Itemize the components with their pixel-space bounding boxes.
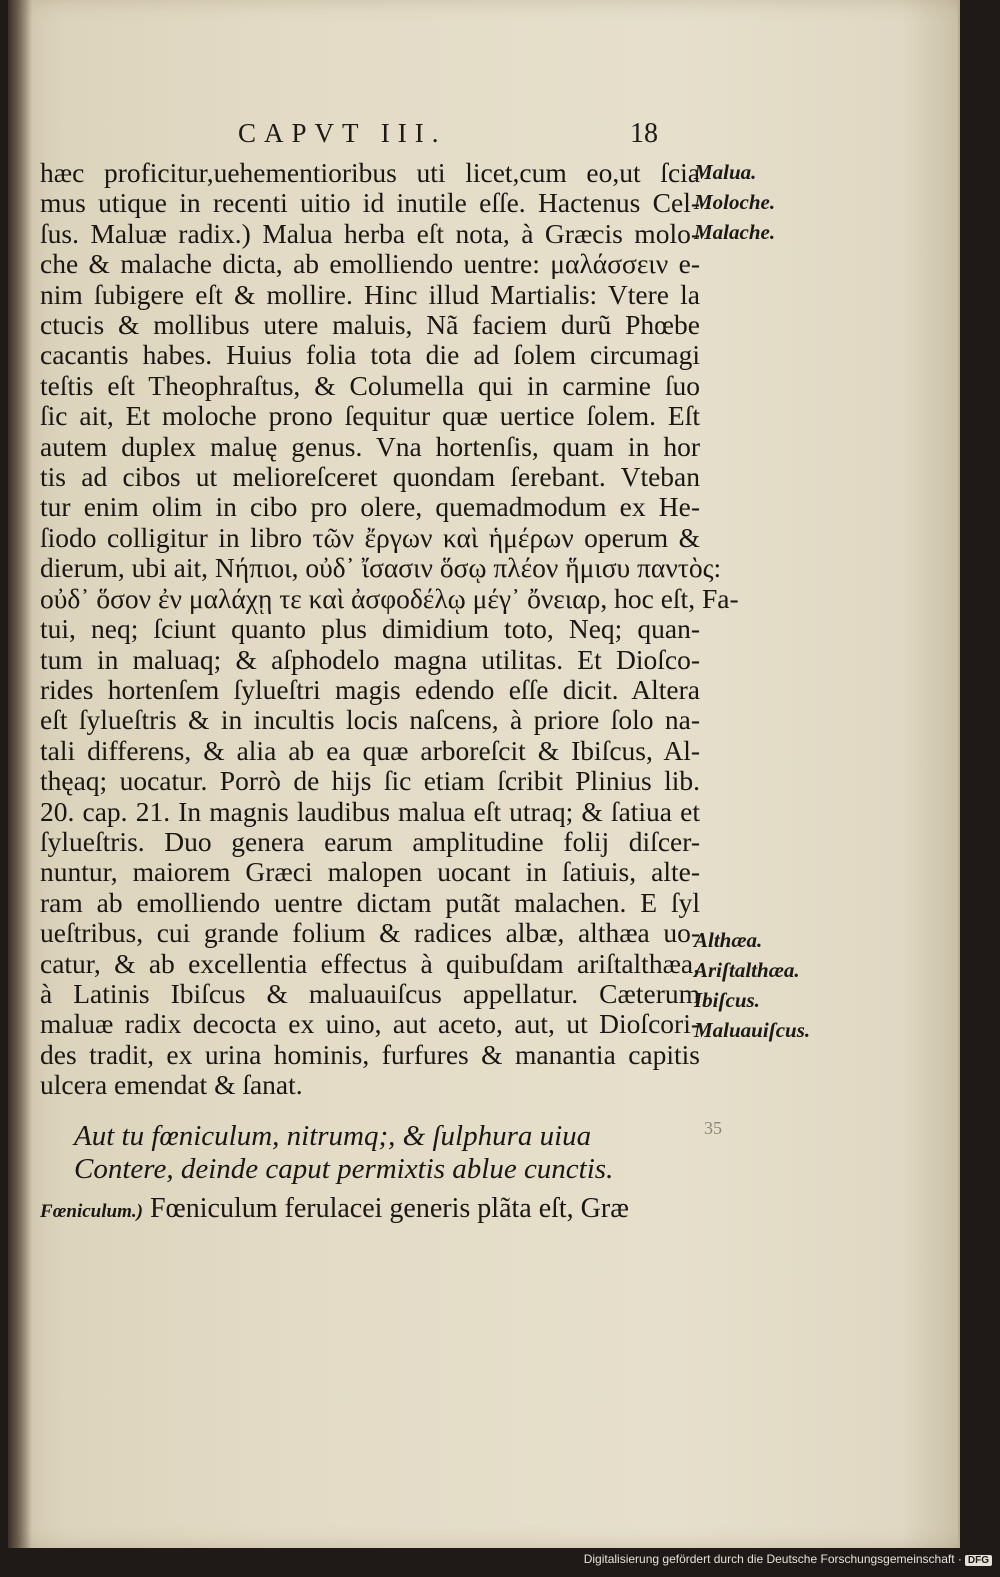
lemma-foeniculum: Fœniculum.) bbox=[40, 1201, 143, 1222]
commentary-text: Fœniculum ferulacei generis plãta eſt, Græ bbox=[149, 1193, 629, 1224]
text-line: tur enim olim in cibo pro olere, quemadmodum ex He- bbox=[40, 491, 700, 523]
text-line: ſus. Maluæ radix.) Malua herba eſt nota, à Græcis molo- bbox=[40, 217, 700, 249]
commentary-line bbox=[40, 1193, 700, 1225]
text-line: thęaq; uocatur. Porrò de hijs ſic etiam ſcribit Plinius lib. bbox=[40, 765, 700, 797]
margin-note-maluauiscus: Maluauiſcus. bbox=[694, 1018, 811, 1042]
text-line: ſylueſtris. Duo genera earum amplitudine folij diſcer- bbox=[40, 825, 700, 857]
verse-line: Aut tu fœniculum, nitrumq;, & ſulphura uiua bbox=[74, 1120, 592, 1152]
text-line: nim ſubigere eſt & mollire. Hinc illud Martialis: Vtere la bbox=[40, 278, 700, 310]
text-line: tum in maluaq; & aſphodelo magna utilitas. Et Dioſco- bbox=[40, 643, 700, 675]
text-line: ſic ait, Et moloche prono ſequitur quæ uertice ſolem. Eſt bbox=[40, 400, 700, 432]
margin-note-aristalthaea: Ariſtalthæa. bbox=[694, 958, 800, 982]
text-line: tali differens, & alia ab ea quæ arboreſcit & Ibiſcus, Al- bbox=[40, 734, 700, 766]
text-line: tis ad cibos ut melioreſceret quondam ſerebant. Vteban bbox=[40, 461, 700, 493]
text-line: tui, neq; ſciunt quanto plus dimidium toto, Neq; quan- bbox=[40, 613, 700, 645]
verse-quotation bbox=[74, 1120, 714, 1186]
text-line: des tradit, ex urina hominis, furfures & manantia capitis bbox=[40, 1038, 700, 1070]
credit-text: Digitalisierung gefördert durch die Deutsche Forschungsgemeinschaft · bbox=[583, 1552, 962, 1566]
page-gutter bbox=[8, 0, 32, 1548]
pencil-mark: 35 bbox=[704, 1118, 722, 1138]
margin-note-malua: Malua. bbox=[694, 160, 757, 184]
text-line: ſiodo colligitur in libro τῶν ἔργων καὶ ἡμέρων operum & bbox=[40, 521, 700, 553]
margin-note-althaea: Althæa. bbox=[694, 928, 763, 952]
running-head bbox=[238, 118, 658, 149]
text-line: dierum, ubi ait, Νήπιοι, οὐδ᾽ ἴσασιν ὅσῳ πλέον ἥμισυ παντὸς: bbox=[40, 552, 722, 584]
text-line: nuntur, maiorem Græci malopen uocant in ſatiuis, alte- bbox=[40, 856, 700, 888]
margin-note-ibiscus: Ibiſcus. bbox=[694, 988, 760, 1012]
text-line: hæc proficitur,uehementioribus uti licet,cum eo,ut ſcia bbox=[40, 157, 700, 188]
text-line: ulcera emendat & ſanat. bbox=[40, 1069, 303, 1101]
text-line: maluæ radix decocta ex uino, aut aceto, aut, ut Dioſcori- bbox=[40, 1008, 700, 1040]
text-line: ueſtribus, cui grande folium & radices albæ, althæa uo- bbox=[40, 917, 700, 949]
text-line: ram ab emolliendo uentre dictam putãt malachen. E ſyl bbox=[40, 886, 700, 918]
text-line: autem duplex maluę genus. Vna hortenſis, quam in hor bbox=[40, 430, 700, 462]
text-line: eſt ſylueſtris & in incultis locis naſcens, à priore ſolo na- bbox=[40, 704, 700, 736]
text-line: 20. cap. 21. In magnis laudibus malua eſt utraq; & ſatiua et bbox=[40, 795, 700, 827]
text-line: teſtis eſt Theophraſtus, & Columella qui in carmine ſuo bbox=[40, 369, 700, 401]
text-line: catur, & ab excellentia effectus à quibuſdam ariſtalthæa, bbox=[40, 947, 700, 979]
text-line: à Latinis Ibiſcus & maluauiſcus appellatur. Cæterum bbox=[40, 977, 700, 1009]
dfg-logo-icon: DFG bbox=[965, 1555, 992, 1566]
margin-note-malache: Malache. bbox=[694, 220, 776, 244]
digitization-credit bbox=[584, 1552, 992, 1566]
text-line: che & malache dicta, ab emolliendo uentre: μαλάσσειν e- bbox=[40, 248, 700, 280]
folio-number: 18 bbox=[630, 118, 658, 149]
text-line: ctucis & mollibus utere maluis, Nã faciem durũ Phœbe bbox=[40, 309, 700, 341]
text-line: rides hortenſem ſylueſtri magis edendo eſſe dicit. Altera bbox=[40, 673, 700, 705]
text-line: cacantis habes. Huius folia tota die ad ſolem circumagi bbox=[40, 339, 700, 371]
margin-note-moloche: Moloche. bbox=[694, 190, 776, 214]
main-text-block bbox=[40, 157, 739, 1101]
running-head-title: CAPVT III. bbox=[238, 118, 447, 148]
verse-line: Contere, deinde caput permixtis ablue cunctis. bbox=[74, 1153, 614, 1185]
text-line: mus utique in recenti uitio id inutile eſſe. Hactenus Cel- bbox=[40, 187, 700, 219]
text-line: οὐδ᾽ ὅσον ἐν μαλάχῃ τε καὶ ἀσφοδέλῳ μέγ᾽ ὄνειαρ, hoc eſt, Fa- bbox=[40, 582, 739, 614]
